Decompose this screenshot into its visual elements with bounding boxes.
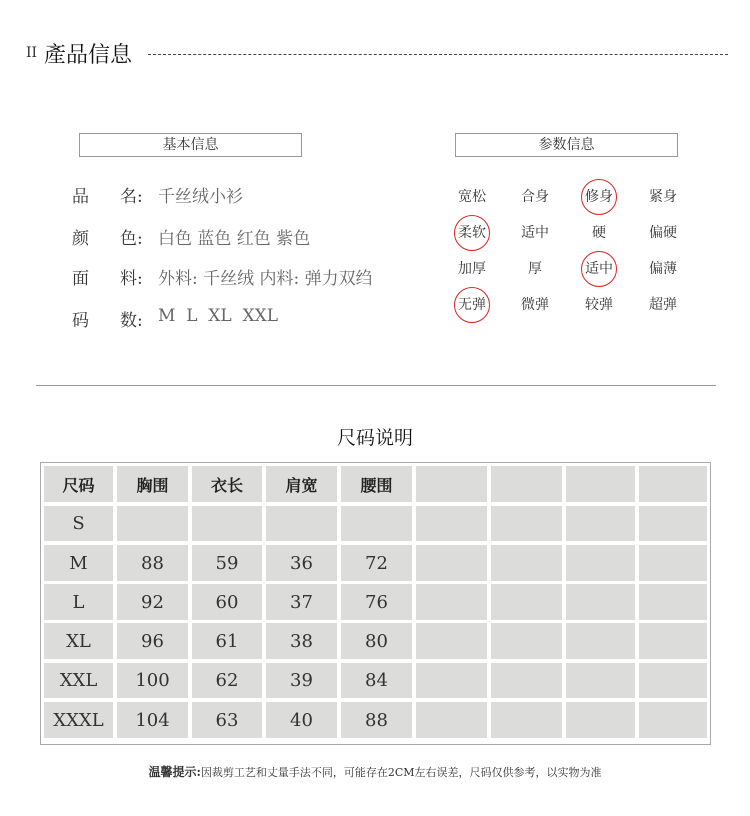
param-option: 微弹 [521,297,549,313]
table-cell: 88 [341,702,412,738]
table-cell: 76 [341,584,412,620]
row-value: M L XL XXL [158,306,279,326]
basic-row [72,224,310,249]
table-cell [266,506,337,541]
tip [0,763,750,780]
table-header-cell: 胸围 [117,466,188,502]
table-cell: L [44,584,113,620]
table-cell [192,506,262,541]
table-cell: XXXL [44,702,113,738]
param-option: 偏硬 [649,225,677,241]
table-cell [491,663,562,698]
param-option-selected: 适中 [581,251,617,287]
param-option: 紧身 [649,189,677,205]
param-option: 较弹 [585,297,613,313]
table-cell [639,506,707,541]
section-divider [36,385,716,386]
table-cell: 96 [117,623,188,659]
table-cell [566,545,635,581]
table-cell [491,545,562,581]
table-cell: 36 [266,545,337,581]
row-key: 料: [120,269,143,289]
params-heading: 参数信息 [455,133,678,157]
table-cell [639,623,707,659]
tip-label: 温馨提示: [148,765,201,779]
table-cell [491,702,562,738]
param-option-selected: 柔软 [454,215,490,251]
table-header-cell: 腰围 [341,466,412,502]
header-mark: II [26,45,38,61]
table-cell [491,623,562,659]
size-chart-title: 尺码说明 [336,427,413,449]
basic-row [72,182,243,207]
table-cell: 39 [266,663,337,698]
row-value: 白色 蓝色 红色 紫色 [158,229,311,249]
table-cell [491,506,562,541]
table-cell: 37 [266,584,337,620]
table-cell: 63 [192,702,262,738]
table-cell: 59 [192,545,262,581]
table-cell [639,584,707,620]
table-cell: S [44,506,113,541]
table-cell: XL [44,623,113,659]
table-cell: 80 [341,623,412,659]
table-cell: 61 [192,623,262,659]
table-header-cell [639,466,707,502]
param-option: 超弹 [649,297,677,313]
row-value: 千丝绒小衫 [158,187,243,207]
table-cell [639,663,707,698]
param-option: 厚 [528,261,542,277]
row-value: 外料: 千丝绒 内料: 弹力双绉 [158,269,373,289]
table-cell: 62 [192,663,262,698]
table-header-cell: 肩宽 [266,466,337,502]
row-key: 品 [72,187,89,207]
table-cell: 84 [341,663,412,698]
table-cell: 38 [266,623,337,659]
table-cell: 104 [117,702,188,738]
row-key: 码 [72,311,89,331]
basic-row [72,306,278,331]
row-key: 颜 [72,229,89,249]
table-cell [639,702,707,738]
table-cell [416,702,487,738]
table-cell [416,545,487,581]
row-key: 色: [120,229,143,249]
param-option: 硬 [592,225,606,241]
table-cell [639,545,707,581]
header-divider [148,54,728,55]
table-cell: 40 [266,702,337,738]
table-cell: 92 [117,584,188,620]
table-cell: 100 [117,663,188,698]
table-cell [416,584,487,620]
param-option-selected: 修身 [581,179,617,215]
table-cell [416,506,487,541]
param-option-selected: 无弹 [454,287,490,323]
size-table [40,462,711,745]
param-option: 适中 [521,225,549,241]
table-cell [416,623,487,659]
table-header-cell [416,466,487,502]
table-cell: 72 [341,545,412,581]
table-cell [566,702,635,738]
param-option: 加厚 [458,261,486,277]
table-cell: M [44,545,113,581]
table-header-cell: 衣长 [192,466,262,502]
table-cell [117,506,188,541]
table-cell [416,663,487,698]
table-cell: XXL [44,663,113,698]
table-cell [566,663,635,698]
page-title: 產品信息 [44,43,133,68]
basic-info-heading: 基本信息 [79,133,302,157]
tip-text: 因裁剪工艺和丈量手法不同，可能存在2CM左右误差，尺码仅供参考，以实物为准 [200,766,602,779]
row-key: 名: [120,187,143,207]
table-cell [566,623,635,659]
param-option: 偏薄 [649,261,677,277]
table-cell: 60 [192,584,262,620]
table-cell [566,584,635,620]
basic-row [72,264,373,289]
param-option: 合身 [521,189,549,205]
table-header-cell: 尺码 [44,466,113,502]
table-cell [341,506,412,541]
row-key: 数: [120,311,143,331]
table-cell [566,506,635,541]
table-cell [491,584,562,620]
table-header-cell [491,466,562,502]
table-header-cell [566,466,635,502]
table-cell: 88 [117,545,188,581]
param-option: 宽松 [458,189,486,205]
row-key: 面 [72,269,89,289]
